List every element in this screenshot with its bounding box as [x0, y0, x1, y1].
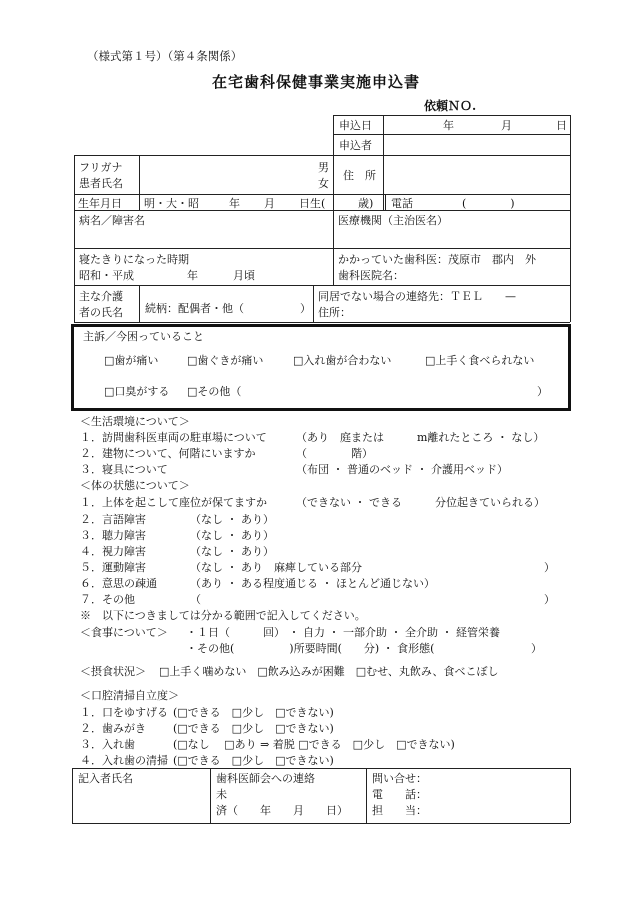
footer-phone-label: 電 話： — [372, 788, 427, 801]
form-number: （様式第１号）（第４条関係） — [87, 49, 243, 63]
date-day-label: 日 — [556, 119, 567, 132]
living-a1[interactable]: （あり 庭または m離れたところ ・ なし） — [296, 431, 545, 444]
body-a4[interactable]: （なし ・ あり） — [190, 545, 274, 558]
contact-done[interactable]: 済（ 年 月 日） — [216, 804, 348, 817]
inquiry-label: 問い合せ： — [372, 772, 427, 785]
living-a2[interactable]: （ 階） — [296, 447, 373, 460]
previous-dentist-label: かかっていた歯科医：茂原市 郡内 外 — [338, 253, 536, 266]
oral-a4[interactable]: (□できる □少し □できない) — [173, 754, 334, 767]
medical-institution-label: 医療機関（主治医名） — [338, 214, 448, 227]
swallow-label: ＜摂食状況＞ — [80, 665, 146, 678]
contact-not-done[interactable]: 未 — [216, 788, 227, 801]
phone-label: 電話 — [391, 197, 413, 210]
oral-a3[interactable]: (□なし □あり ⇒ 着脱 □できる □少し □できない) — [173, 738, 455, 751]
relation-close: ） — [300, 302, 311, 315]
complaint-denture-fit[interactable]: □入れ歯が合わない — [293, 354, 392, 367]
oral-heading: ＜口腔清掃自立度＞ — [80, 689, 179, 702]
body-q3: ３．聴力障害 — [80, 529, 146, 542]
swallow-options[interactable]: □上手く噛めない □飲み込みが困難 □むせ、丸飲み、食べこぼし — [159, 665, 499, 678]
birth-date-label: 生年月日 — [78, 197, 122, 210]
body-q1: １．上体を起こして座位が保てますか — [80, 496, 267, 509]
bedridden-year-label: 年 — [187, 269, 198, 282]
body-q2: ２．言語障害 — [80, 513, 146, 526]
patient-name-label: 患者氏名 — [79, 177, 123, 190]
birth-year-label: 年 — [229, 197, 240, 210]
body-a6[interactable]: （あり ・ ある程度通じる ・ ほとんど通じない） — [190, 577, 435, 590]
page-title: 在宅歯科保健事業実施申込書 — [212, 73, 421, 91]
complaint-cannot-eat[interactable]: □上手く食べられない — [425, 354, 535, 367]
complaint-other[interactable]: □その他（ — [187, 385, 242, 398]
living-q3: ３．寝具について — [80, 463, 168, 476]
complaint-label: 主訴／今困っていること — [83, 330, 204, 343]
bedridden-month-label: 月頃 — [233, 269, 255, 282]
writer-name-label: 記入者氏名 — [78, 772, 133, 785]
body-q6: ６．意思の疎通 — [80, 577, 157, 590]
birth-day-label: 日生( — [299, 197, 326, 210]
body-a1[interactable]: （できない ・ できる 分位起きていられる） — [296, 496, 545, 509]
bedridden-era-options[interactable]: 昭和・平成 — [79, 269, 134, 282]
oral-q1: １．口をゆすげる — [80, 706, 168, 719]
disease-label: 病名／障害名 — [79, 214, 145, 227]
contact-phone-label: 同居でない場合の連絡先：ＴＥＬ — — [318, 290, 516, 303]
date-year-label: 年 — [443, 119, 454, 132]
furigana-label: フリガナ — [79, 161, 123, 174]
birth-era-options[interactable]: 明・大・昭 — [144, 197, 199, 210]
birth-month-label: 月 — [264, 197, 275, 210]
living-q2: ２．建物について、何階にいますか — [80, 447, 256, 460]
meal-line2-close: ） — [531, 642, 542, 655]
age-label: 歳) — [358, 197, 374, 210]
body-a3[interactable]: （なし ・ あり） — [190, 529, 274, 542]
dental-clinic-name-label: 歯科医院名： — [338, 269, 404, 282]
meal-line1[interactable]: ・１日（ 回） ・ 自力 ・ 一部介助 ・ 全介助 ・ 経管栄養 — [186, 626, 500, 639]
complaint-other-close: ） — [537, 385, 548, 398]
caregiver-label-line1: 主な介護 — [79, 290, 123, 303]
gender-male[interactable]: 男 — [318, 161, 329, 174]
contact-address-label: 住所： — [318, 306, 351, 319]
oral-a2[interactable]: (□できる □少し □できない) — [173, 722, 334, 735]
body-heading: ＜体の状態について＞ — [80, 479, 190, 492]
staff-label: 担 当： — [372, 804, 427, 817]
complaint-toothache[interactable]: □歯が痛い — [104, 354, 159, 367]
association-contact-label: 歯科医師会への連絡 — [216, 772, 315, 785]
address-label: 住 所 — [343, 169, 376, 182]
oral-q4: ４．入れ歯の清掃 — [80, 754, 168, 767]
oral-a1[interactable]: (□できる □少し □できない) — [173, 706, 334, 719]
body-a5-close: ） — [544, 561, 555, 574]
living-heading: ＜生活環境について＞ — [80, 415, 190, 428]
request-number-label: 依頼ＮＯ. — [424, 99, 477, 113]
body-a7[interactable]: （ — [190, 593, 201, 606]
body-q5: ５．運動障害 — [80, 561, 146, 574]
application-date-label: 申込日 — [339, 119, 372, 132]
applicant-label: 申込者 — [339, 139, 372, 152]
body-q4: ４．視力障害 — [80, 545, 146, 558]
body-q7: ７．その他 — [80, 593, 135, 606]
body-note: ※ 以下につきましては分かる範囲で記入してください。 — [80, 609, 366, 622]
complaint-gum-pain[interactable]: □歯ぐきが痛い — [187, 354, 264, 367]
meal-label: ＜食事について＞ — [80, 626, 168, 639]
complaint-bad-breath[interactable]: □口臭がする — [104, 385, 170, 398]
body-a7-close: ） — [544, 593, 555, 606]
meal-line2[interactable]: ・その他( )所要時間( 分) ・ 食形態( — [186, 642, 435, 655]
bedridden-since-label: 寝たきりになった時期 — [79, 253, 189, 266]
date-month-label: 月 — [501, 119, 512, 132]
body-a2[interactable]: （なし ・ あり） — [190, 513, 274, 526]
oral-q3: ３．入れ歯 — [80, 738, 135, 751]
living-q1: １．訪問歯科医車両の駐車場について — [80, 431, 267, 444]
living-a3[interactable]: （布団 ・ 普通のベッド ・ 介護用ベッド） — [296, 463, 508, 476]
phone-area-code[interactable]: ( ) — [462, 197, 515, 210]
body-a5[interactable]: （なし ・ あり 麻痺している部分 — [190, 561, 362, 574]
oral-q2: ２．歯みがき — [80, 722, 146, 735]
caregiver-label-line2: 者の氏名 — [79, 306, 123, 319]
gender-female[interactable]: 女 — [318, 177, 329, 190]
relation-label: 続柄：配偶者・他（ — [145, 302, 244, 315]
